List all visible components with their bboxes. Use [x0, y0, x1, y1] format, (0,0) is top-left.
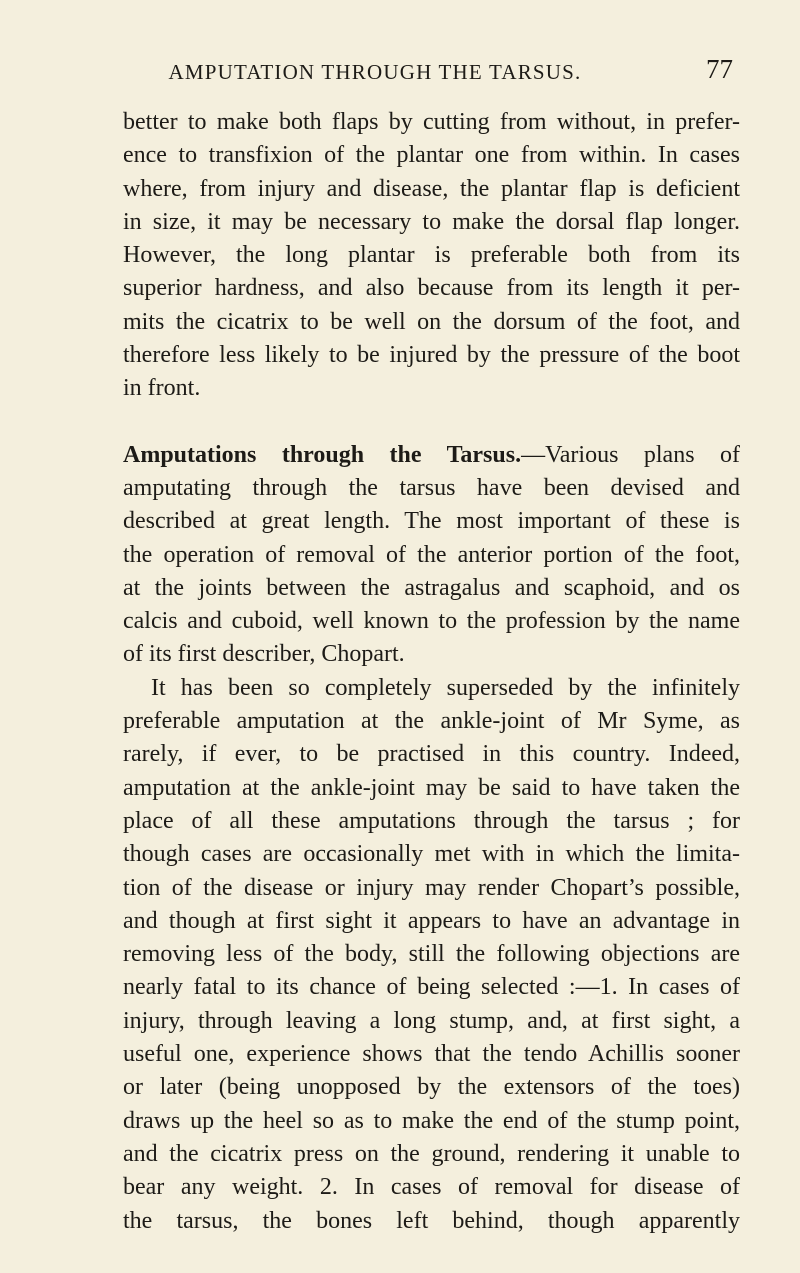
page-body	[123, 106, 740, 1238]
text-line: superior hardness, and also because from its length it per-	[123, 275, 740, 302]
paragraph-gap	[123, 406, 740, 439]
text-line: at the joints between the astragalus and scaphoid, and os	[123, 574, 740, 601]
text-line: amputating through the tarsus have been devised and	[123, 474, 740, 501]
text-line: better to make both flaps by cutting from without, in prefer-	[123, 109, 740, 135]
section-tarsus	[123, 439, 740, 672]
text-line: injury, through leaving a long stump, and, at first sight, a	[123, 1007, 740, 1034]
text-line: draws up the heel so as to make the end of the stump point,	[123, 1107, 740, 1134]
text-line: though cases are occasionally met with in which the limita-	[123, 841, 740, 868]
text-line: bear any weight. 2. In cases of removal for disease of	[123, 1174, 740, 1201]
section-first-line	[123, 439, 740, 472]
text-line: and though at first sight it appears to have an advantage in	[123, 907, 740, 934]
text-line: tion of the disease or injury may render Chopart’s possible,	[123, 874, 740, 901]
text-line: removing less of the body, still the following objections are	[123, 941, 740, 968]
text-line: ence to transfixion of the plantar one from within. In cases	[123, 142, 740, 169]
text-line: amputation at the ankle-joint may be said to have taken the	[123, 774, 740, 801]
text-line: in front.	[123, 375, 201, 402]
text-line: place of all these amputations through the tarsus ; for	[123, 807, 740, 834]
running-head: AMPUTATION THROUGH THE TARSUS.	[168, 60, 582, 84]
text-line: the tarsus, the bones left behind, though apparently	[123, 1207, 740, 1234]
paragraph-chopart	[123, 672, 740, 1238]
text-line: preferable amputation at the ankle-joint of Mr Syme, as	[123, 708, 740, 735]
text-line: calcis and cuboid, well known to the profession by the name	[123, 608, 740, 635]
paragraph-flaps	[123, 106, 740, 406]
section-heading: Amputations through the Tarsus.	[123, 441, 522, 468]
text-line: and the cicatrix press on the ground, rendering it unable to	[123, 1140, 740, 1167]
text-line: in size, it may be necessary to make the dorsal flap longer.	[123, 208, 740, 235]
text-line: rarely, if ever, to be practised in this country. Indeed,	[123, 741, 740, 768]
text-line: However, the long plantar is preferable both from its	[123, 242, 740, 269]
text-line: therefore less likely to be injured by the pressure of the boot	[123, 342, 740, 369]
text-line: nearly fatal to its chance of being selected :—1. In cases of	[123, 974, 740, 1001]
text-line: of its first describer, Chopart.	[123, 641, 405, 668]
text-line: It has been so completely superseded by the infinitely	[151, 674, 740, 701]
text-line: or later (being unopposed by the extensors of the toes)	[123, 1074, 740, 1101]
section-heading-rest: —Various plans of	[521, 441, 740, 468]
text-line: described at great length. The most important of these is	[123, 508, 740, 535]
page-number: 77	[706, 54, 733, 84]
text-line: where, from injury and disease, the plantar flap is deficient	[123, 175, 740, 202]
text-line: mits the cicatrix to be well on the dorsum of the foot, and	[123, 308, 740, 335]
text-line: useful one, experience shows that the tendo Achillis sooner	[123, 1041, 740, 1068]
text-line: the operation of removal of the anterior portion of the foot,	[123, 541, 740, 568]
